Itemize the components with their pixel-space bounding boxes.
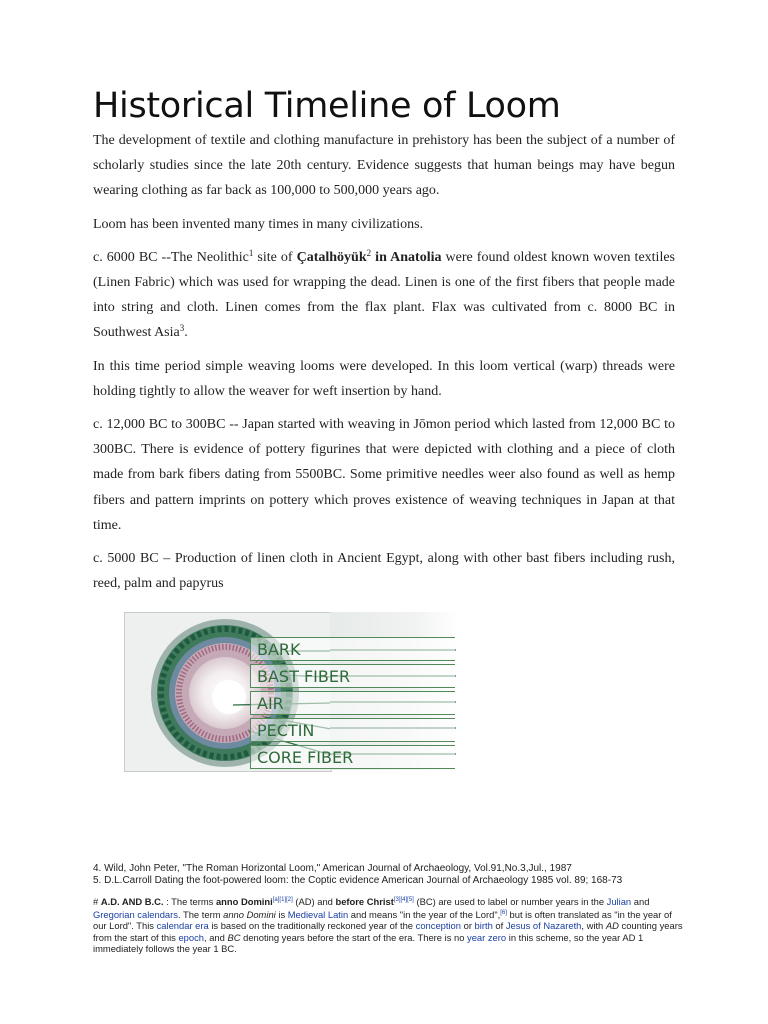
reference-4: 4. Wild, John Peter, "The Roman Horizontal Loom," American Journal of Archaeology, Vol.91,No.3,Jul., 1987: [93, 863, 572, 874]
paragraph-invented: Loom has been invented many times in many civilizations.: [93, 216, 424, 232]
flax-stem-cross-section-figure: [124, 612, 460, 770]
label-bark: BARK: [250, 637, 455, 661]
link-year-zero[interactable]: year zero: [467, 931, 507, 943]
air-cavity: [212, 680, 246, 714]
label-pectin: PECTIN: [250, 718, 455, 742]
page-title: Historical Timeline of Loom: [93, 86, 561, 126]
citation-link[interactable]: [a][1][2]: [272, 897, 293, 903]
note-heading: A.D. AND B.C.: [100, 896, 164, 907]
ad-bc-note: # A.D. AND B.C. : The terms anno Domini[a][1][2] (AD) and before Christ[3][4][5] (BC) are used to label or number years in the Julian and Gregorian calendars. The term anno Domini is Medieval Latin and means "in the year of the Lord",[6] but is often translated as "in the year of our Lord". This calendar era is based on the traditionally reckoned year of the conception or birth of Jesus of Nazareth, with AD counting years from the start of this epoch, and BC denoting years before the start of the era. There is no year zero in this scheme, so the year AD 1 immediately follows the year 1 BC.: [93, 896, 683, 954]
references: [93, 863, 683, 887]
paragraph-egypt: c. 5000 BC – Production of linen cloth in Ancient Egypt, along with other bast fibers including rush, reed, palm and papyrus: [93, 551, 675, 592]
paragraph-japan: c. 12,000 BC to 300BC -- Japan started with weaving in Jōmon period which lasted from 12,000 BC to 300BC. There is evidence of pottery figurines that were depicted with clothing and a piece of cloth made from bark fibers dating from 5500BC. Some primitive needles weer also found as well as hemp fibers and pattern imprints on pottery which proves existence of weaving techniques in Japan at that time.: [93, 417, 675, 533]
citation-link[interactable]: [6]: [500, 909, 507, 916]
link-epoch[interactable]: epoch: [178, 931, 204, 943]
label-bast-fiber: BAST FIBER: [250, 664, 455, 688]
document-body: [93, 84, 675, 604]
paragraph-looms: In this time period simple weaving looms were developed. In this loom vertical (warp) threads were holding tightly to allow the weaver for weft insertion by hand.: [93, 358, 675, 399]
link-medieval-latin[interactable]: Medieval Latin: [287, 908, 349, 920]
footnote-ref-1: 1: [248, 247, 254, 258]
footnote-ref-2: 2: [366, 247, 372, 258]
link-calendar-era[interactable]: calendar era: [156, 920, 209, 931]
label-air: AIR: [250, 691, 455, 715]
paragraph-intro: The development of textile and clothing manufacture in prehistory has been the subject of a number of scholarly studies since the late 20th century. Evidence suggests that human beings may have begun wearing clothing as far back as 100,000 to 500,000 years ago.: [93, 133, 675, 199]
link-birth[interactable]: birth: [474, 920, 493, 931]
label-core-fiber: CORE FIBER: [250, 745, 455, 769]
paragraph-6000bc: c. 6000 BC --The Neolithic$^1$ site of Çatalhöyük$^2$ in Anatolia were found oldest known woven textiles (Linen Fabric) which was used for wrapping the dead. Linen is one of the first fibers that people made into string and cloth. Linen comes from the flax plant. Flax was cultivated from c. 8000 BC in Southwest Asia$^3$.: [93, 247, 675, 341]
link-conception[interactable]: conception: [415, 920, 461, 931]
link-gregorian-calendars[interactable]: Gregorian calendars: [93, 908, 178, 920]
citation-link[interactable]: [3][4][5]: [393, 897, 414, 903]
link-jesus-of-nazareth[interactable]: Jesus of Nazareth: [505, 920, 582, 931]
reference-5: 5. D.L.Carroll Dating the foot-powered loom: the Coptic evidence American Journal of Archaeology 1985 vol. 89; 168-73: [93, 875, 623, 886]
footnote-ref-3: 3: [179, 323, 185, 334]
link-julian[interactable]: Julian: [606, 896, 632, 907]
